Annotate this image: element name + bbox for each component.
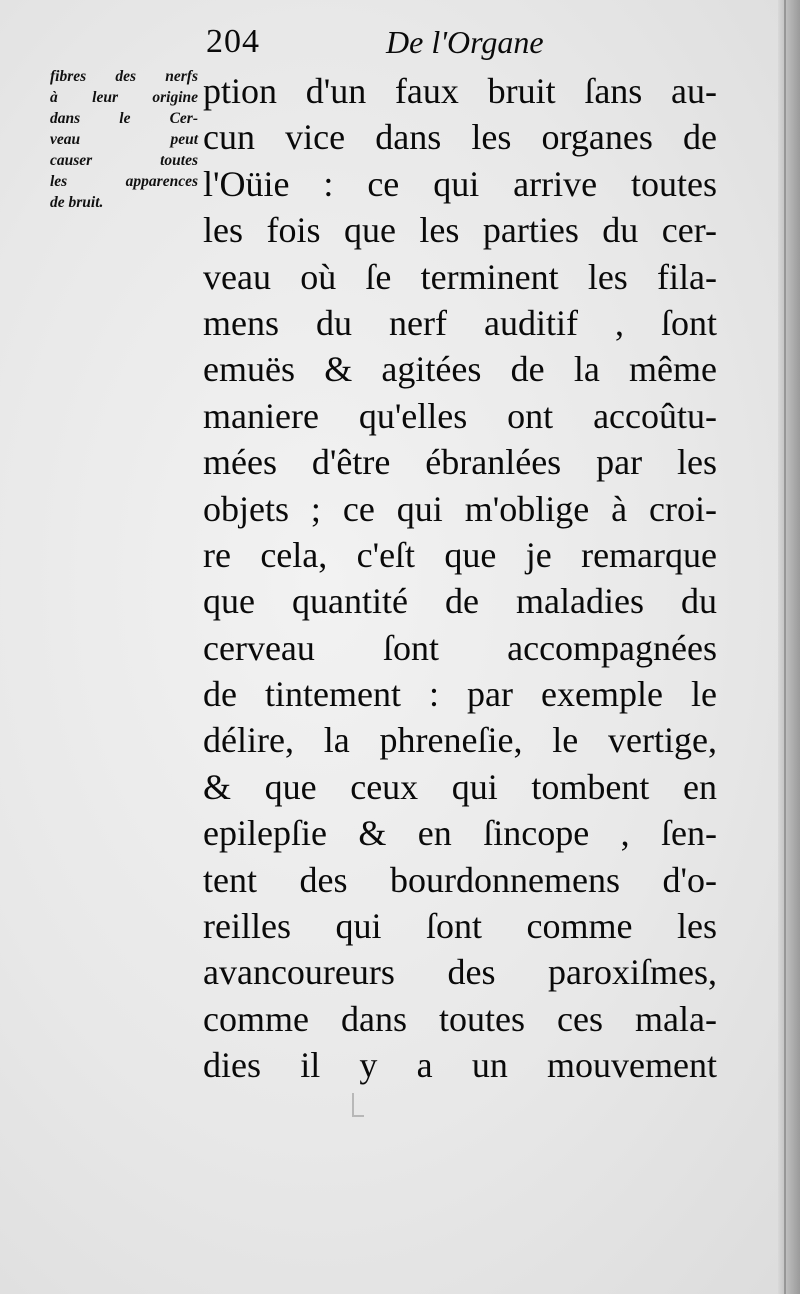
body-text xyxy=(203,68,717,1089)
text-line: mées d'être ébranlées par les xyxy=(203,442,717,483)
margin-note-line: les apparences xyxy=(50,173,198,190)
margin-note-line: veau peut xyxy=(50,131,198,148)
text-line: emuës & agitées de la même xyxy=(203,349,717,390)
page-number: 204 xyxy=(206,23,260,60)
show-through-mark xyxy=(352,1093,364,1117)
text-line: avancoureurs des paroxiſmes, xyxy=(203,952,717,993)
page-header xyxy=(206,20,586,64)
text-line: mens du nerf auditif , ſont xyxy=(203,302,717,343)
text-line: l'Oüie : ce qui arrive toutes xyxy=(203,163,717,204)
text-line: de tintement : par exemple le xyxy=(203,674,717,715)
text-line: reilles qui ſont comme les xyxy=(203,906,717,947)
margin-note-line: fibres des nerfs xyxy=(50,68,198,85)
page-edge-line xyxy=(784,0,786,1294)
margin-note-line: à leur origine xyxy=(50,89,198,106)
text-line: veau où ſe terminent les fila- xyxy=(203,256,717,297)
text-line: comme dans toutes ces mala- xyxy=(203,998,717,1039)
text-line: tent des bourdonnemens d'o- xyxy=(203,859,717,900)
text-line: & que ceux qui tombent en xyxy=(203,766,717,807)
text-line: que quantité de maladies du xyxy=(203,581,717,622)
running-head: De l'Organe xyxy=(386,24,544,60)
margin-note xyxy=(50,66,198,213)
text-line: ption d'un faux bruit ſans au- xyxy=(203,71,717,111)
text-line: objets ; ce qui m'oblige à croi- xyxy=(203,488,717,529)
page-edge-shadow xyxy=(778,0,800,1294)
text-line: délire, la phreneſie, le vertige, xyxy=(203,720,717,761)
margin-note-line: causer toutes xyxy=(50,152,198,169)
text-line: epilepſie & en ſincope , ſen- xyxy=(203,813,717,854)
text-line: les fois que les parties du cer- xyxy=(203,210,717,251)
text-line: cerveau ſont accompagnées xyxy=(203,627,717,668)
margin-note-line: dans le Cer- xyxy=(50,110,198,127)
text-line: cun vice dans les organes de xyxy=(203,117,717,158)
text-line: re cela, c'eſt que je remarque xyxy=(203,534,717,575)
margin-note-line: de bruit. xyxy=(50,194,104,211)
text-line: dies il y a un mouvement xyxy=(203,1045,717,1086)
text-line: maniere qu'elles ont accoûtu- xyxy=(203,395,717,436)
